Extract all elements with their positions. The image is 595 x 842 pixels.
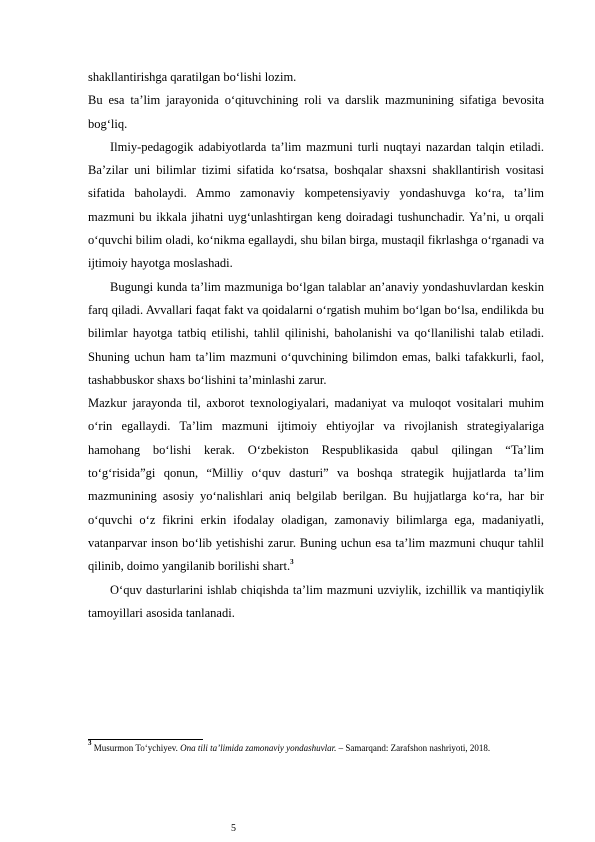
paragraph-3: Ilmiy-pedagogik adabiyotlarda ta’lim mazmuni turli nuqtayi nazardan talqin etiladi. Ba’zilar uni bilimlar tizimi sifatida ko‘rsatsa, boshqalar shaxsni shakllantirish vositasi sifatida baholaydi. Ammo zamonaviy kompetensiyaviy yondashuvga ko‘ra, ta’lim mazmuni bu ikkala jihatni uyg‘unlashtirgan keng doiradagi tushunchadir. Ya’ni, u orqali o‘quvchi bilim oladi, ko‘nikma egallaydi, shu bilan birga, mustaqil fikrlashga o‘rganadi va ijtimoiy hayotga moslashadi. (88, 139, 544, 271)
paragraph-6: O‘quv dasturlarini ishlab chiqishda ta’lim mazmuni uzviylik, izchillik va mantiqiylik tamoyillari asosida tanlanadi. (88, 582, 544, 620)
paragraph-5 (88, 392, 544, 578)
page-number: 5 (231, 823, 236, 834)
footnote-ref[interactable]: 3 (290, 558, 294, 567)
paragraph-2: Bu esa ta’lim jarayonida o‘qituvchining roli va darslik mazmunining sifatiga bevosita bog‘liq. (88, 93, 544, 131)
page-body (88, 66, 544, 625)
footnote-title: Ona tili ta’limida zamonaviy yondashuvlar. (180, 743, 337, 753)
footnote (88, 739, 544, 755)
footnote-publisher: – Samarqand: Zarafshon nashriyoti, 2018. (336, 743, 491, 753)
paragraph-1: shakllantirishga qaratilgan bo‘lishi lozim. (88, 70, 297, 84)
footnote-divider (88, 739, 203, 740)
footnote-number: 3 (88, 739, 92, 747)
footnote-author: Musurmon To‘ychiyev. (93, 743, 178, 753)
paragraph-4: Bugungi kunda ta’lim mazmuniga bo‘lgan talablar an’anaviy yondashuvlardan keskin farq qiladi. Avvallari faqat fakt va qoidalarni o‘rgatish muhim bo‘lgan bo‘lsa, endilikda bu bilimlar hayotga tatbiq etilishi, tahlil qilinishi, baholanishi va qo‘llanilishi talab etiladi. Shuning uchun ham ta’lim mazmuni o‘quvchining bilimdon emas, balki tafakkurli, faol, tashabbuskor shaxs bo‘lishini ta’minlashi zarur. (88, 279, 544, 387)
paragraph-5-text: Mazkur jarayonda til, axborot texnologiyalari, madaniyat va muloqot vositalari muhim o‘rin egallaydi. Ta’lim mazmuni ijtimoiy ehtiyojlar va rivojlanish strategiyalariga hamohang bo‘lishi kerak. O‘zbekiston Respublikasida qabul qilingan “Ta’lim to‘g‘risida”gi qonun, “Milliy o‘quv dasturi” va boshqa strategik hujjatlarda ta’lim mazmunining asosiy yo‘nalishlari aniq belgilab berilgan. Bu hujjatlarga ko‘ra, har bir o‘quvchi o‘z fikrini erkin ifodalay oladigan, zamonaviy bilimlarga ega, madaniyatli, vatanparvar inson bo‘lib yetishishi zarur. Buning uchun esa ta’lim mazmuni chuqur tahlil qilinib, doimo yangilanib borilishi shart. (88, 396, 544, 574)
